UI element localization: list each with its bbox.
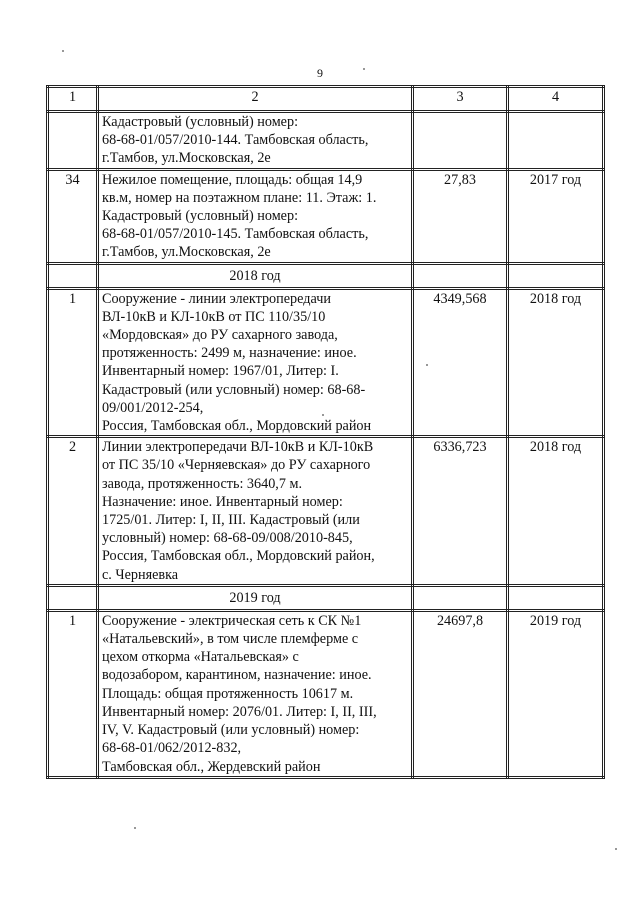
scan-speck	[134, 827, 136, 829]
row-value	[413, 112, 508, 170]
scan-speck	[62, 50, 64, 52]
row-index: 1	[48, 610, 98, 777]
header-cell-1: 1	[48, 87, 98, 112]
page-number: 9	[317, 66, 323, 80]
property-description: Сооружение - электрическая сеть к СК №1 «Натальевский», в том числе племферме с цехом откорма «Натальевская» с водозабором, карантином, назначение: иное. Площадь: общая протяженность 10617 м. Инвентарный номер: 2076/01. Литер: I, II, III, IV, V. Кадастровый (или условный) номер: 68-68-01/062/2012-832, Тамбовская обл., Жердевский район	[98, 610, 413, 777]
row-value: 27,83	[413, 169, 508, 263]
row-value: 24697,8	[413, 610, 508, 777]
header-cell-4: 4	[508, 87, 604, 112]
scan-speck	[322, 414, 324, 416]
scan-speck	[615, 848, 617, 850]
row-index: 1	[48, 288, 98, 437]
row-value: 4349,568	[413, 288, 508, 437]
scan-speck	[426, 364, 428, 366]
row-year: 2017 год	[508, 169, 604, 263]
property-table	[46, 85, 605, 779]
table-row	[48, 610, 604, 777]
year-row-blank-cell	[48, 263, 98, 288]
table-row	[48, 437, 604, 586]
year-row-blank-cell	[508, 263, 604, 288]
year-row-blank-cell	[413, 585, 508, 610]
row-year	[508, 112, 604, 170]
year-row-blank-cell	[48, 585, 98, 610]
row-year: 2019 год	[508, 610, 604, 777]
row-year: 2018 год	[508, 288, 604, 437]
row-value: 6336,723	[413, 437, 508, 586]
header-cell-3: 3	[413, 87, 508, 112]
header-cell-2: 2	[98, 87, 413, 112]
row-index: 2	[48, 437, 98, 586]
year-group-label: 2019 год	[98, 585, 413, 610]
row-index	[48, 112, 98, 170]
year-group-row	[48, 263, 604, 288]
property-description: Кадастровый (условный) номер: 68-68-01/057/2010-144. Тамбовская область, г.Тамбов, ул.Московская, 2е	[98, 112, 413, 170]
year-group-label: 2018 год	[98, 263, 413, 288]
table-row	[48, 169, 604, 263]
row-index: 34	[48, 169, 98, 263]
table-header-row	[48, 87, 604, 112]
row-year: 2018 год	[508, 437, 604, 586]
property-description: Линии электропередачи ВЛ-10кВ и КЛ-10кВ от ПС 35/10 «Черняевская» до РУ сахарного завода, протяженность: 3640,7 м. Назначение: иное. Инвентарный номер: 1725/01. Литер: I, II, III. Кадастровый (или условный) номер: 68-68-09/008/2010-845, Россия, Тамбовская обл., Мордовский район, с. Черняевка	[98, 437, 413, 586]
year-row-blank-cell	[508, 585, 604, 610]
property-description: Нежилое помещение, площадь: общая 14,9 кв.м, номер на поэтажном плане: 11. Этаж: 1. Кадастровый (условный) номер: 68-68-01/057/2010-145. Тамбовская область, г.Тамбов, ул.Московская, 2е	[98, 169, 413, 263]
scan-speck	[363, 68, 365, 70]
year-row-blank-cell	[413, 263, 508, 288]
table-row	[48, 288, 604, 437]
property-description: Сооружение - линии электропередачи ВЛ-10кВ и КЛ-10кВ от ПС 110/35/10 «Мордовская» до РУ сахарного завода, протяженность: 2499 м, назначение: иное. Инвентарный номер: 1967/01, Литер: I. Кадастровый (или условный) номер: 68-68- 09/001/2012-254, Россия, Тамбовская обл., Мордовский район	[98, 288, 413, 437]
year-group-row	[48, 585, 604, 610]
table-row	[48, 112, 604, 170]
